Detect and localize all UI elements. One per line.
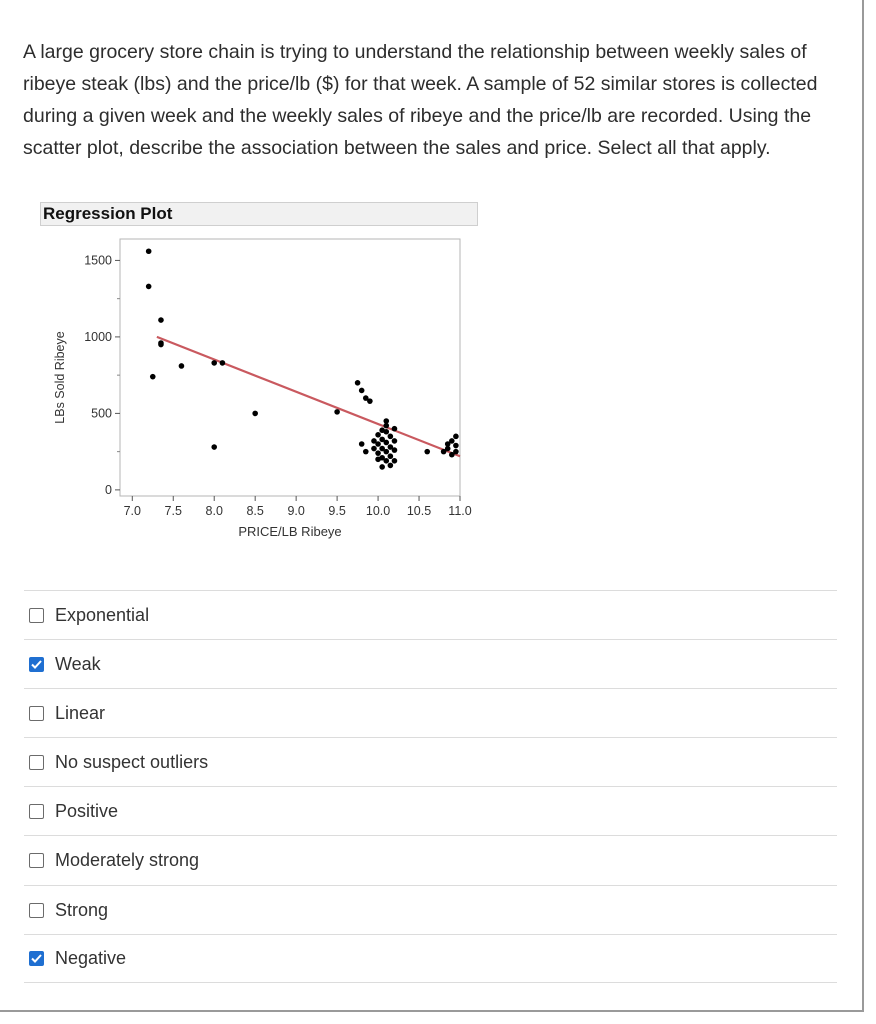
option-label: Negative [55,948,127,968]
data-point [383,458,389,464]
data-point [453,449,459,455]
regression-plot [40,232,480,552]
data-point [211,360,217,366]
checkbox-icon[interactable] [29,804,44,819]
option-strong[interactable] [24,885,837,934]
data-point [355,380,361,386]
data-point [388,434,394,440]
question-text: A large grocery store chain is trying to understand the relationship between weekly sales of ribeye steak (lbs) and the price/lb ($) for that week. A sample of 52 similar stores is collected during a given week and the weekly sales of ribeye and the price/lb are recorded. Using the scatter plot, describe the association between the sales and price. Select all that apply. [23,41,818,159]
checkbox-icon[interactable] [29,608,44,623]
data-point [383,440,389,446]
checkbox-icon[interactable] [29,657,44,672]
data-point [158,317,164,323]
y-tick-label: 500 [91,406,112,421]
data-point [363,449,369,455]
data-point [334,409,340,415]
data-point [367,398,373,404]
data-point [383,429,389,435]
data-point [220,360,226,366]
data-point [146,284,152,290]
option-label: Exponential [55,604,150,625]
data-point [392,426,398,432]
option-label: Strong [55,899,109,920]
option-label: Weak [55,653,101,674]
plot-frame [120,239,460,496]
y-tick-label: 0 [105,482,112,497]
data-point [375,441,381,447]
data-point [383,423,389,429]
x-tick-label: 11.0 [448,504,472,518]
option-label: No suspect outliers [55,751,209,772]
y-tick-label: 1000 [84,329,112,344]
checkbox-icon[interactable] [29,903,44,918]
data-point [392,447,398,453]
data-point [453,443,459,449]
option-weak[interactable] [24,639,837,688]
data-point [211,444,217,450]
option-moderately-strong[interactable] [24,835,837,884]
option-positive[interactable] [24,786,837,835]
option-exponential[interactable] [24,590,837,639]
data-point [359,441,365,447]
data-point [388,453,394,459]
checkbox-icon[interactable] [29,951,44,966]
checkbox-icon[interactable] [29,706,44,721]
data-point [252,411,258,417]
data-point [375,432,381,438]
data-point [424,449,430,455]
option-label: Positive [55,800,119,821]
data-point [158,340,164,346]
x-tick-label: 8.5 [246,504,264,518]
data-point [445,441,451,447]
option-linear[interactable] [24,688,837,737]
checkbox-icon[interactable] [29,755,44,770]
data-point [383,449,389,455]
data-point [146,248,152,254]
x-tick-label: 10.0 [365,504,391,518]
data-point [392,438,398,444]
data-point [371,446,377,452]
option-label: Moderately strong [55,849,200,870]
data-point [375,450,381,456]
x-tick-label: 8.0 [205,504,223,518]
data-point [388,463,394,469]
plot-header: Regression Plot [40,202,478,226]
option-label: Linear [55,702,106,723]
data-point [392,458,398,464]
x-axis-label: PRICE/LB Ribeye [238,524,342,539]
option-negative[interactable] [24,934,837,983]
x-tick-label: 7.0 [123,504,141,518]
data-point [375,456,381,462]
option-no-suspect-outliers[interactable] [24,737,837,786]
data-point [453,434,459,440]
data-point [150,374,156,380]
data-point [359,388,365,394]
x-tick-label: 9.0 [287,504,305,518]
data-point [379,464,385,470]
x-tick-label: 10.5 [406,504,432,518]
x-tick-label: 9.5 [328,504,346,518]
data-point [179,363,185,369]
x-tick-label: 7.5 [164,504,182,518]
y-axis-label: LBs Sold Ribeye [53,331,67,424]
y-tick-label: 1500 [84,253,112,268]
checkbox-icon[interactable] [29,853,44,868]
